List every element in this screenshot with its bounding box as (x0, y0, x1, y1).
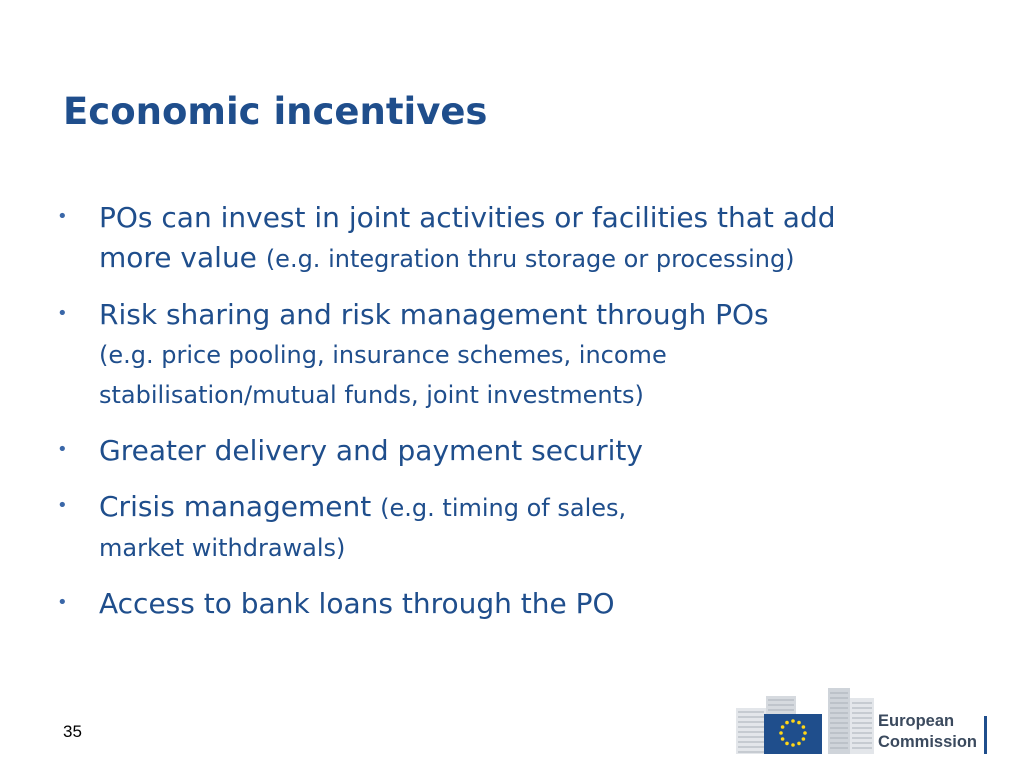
logo-line-1: European (878, 712, 955, 730)
bullet-dot-icon: • (57, 592, 68, 613)
bullet-line (99, 528, 985, 568)
bullet-dot-icon: • (57, 206, 68, 227)
bullet-dot-icon: • (57, 495, 68, 516)
bullet-line (99, 584, 985, 624)
bullet-line (99, 431, 985, 471)
bullet-text: Risk sharing and risk management through POs (99, 298, 769, 331)
bullet-list (55, 198, 985, 640)
eu-flag-icon (764, 714, 822, 754)
bullet-text: POs can invest in joint activities or facilities that add (99, 201, 836, 234)
bullet-subtext: stabilisation/mutual funds, joint investments) (99, 381, 644, 409)
bullet-line (99, 295, 985, 335)
bullet-item (55, 431, 985, 471)
bullet-text: more value (99, 241, 266, 274)
page-number: 35 (63, 722, 82, 741)
bullet-text: Greater delivery and payment security (99, 434, 643, 467)
bullet-line (99, 487, 985, 528)
bullet-line (99, 335, 985, 375)
bullet-subtext: (e.g. price pooling, insurance schemes, income (99, 341, 667, 369)
bullet-text: Crisis management (99, 490, 381, 523)
bullet-subtext: market withdrawals) (99, 534, 346, 562)
logo-line-2: Commission (878, 733, 978, 751)
bullet-text: Access to bank loans through the PO (99, 587, 615, 620)
bullet-line (99, 375, 985, 415)
bullet-line (99, 238, 985, 279)
bullet-dot-icon: • (57, 439, 68, 460)
logo-wordmark (878, 711, 977, 753)
bullet-item (55, 295, 985, 415)
bullet-item (55, 487, 985, 568)
bullet-dot-icon: • (57, 303, 68, 324)
bullet-item (55, 584, 985, 624)
bullet-subtext: (e.g. timing of sales, (380, 494, 627, 522)
logo-divider (984, 716, 987, 754)
bullet-subtext: (e.g. integration thru storage or processing) (265, 245, 795, 273)
bullet-line (99, 198, 985, 238)
slide-title: Economic incentives (63, 90, 488, 133)
bullet-item (55, 198, 985, 279)
